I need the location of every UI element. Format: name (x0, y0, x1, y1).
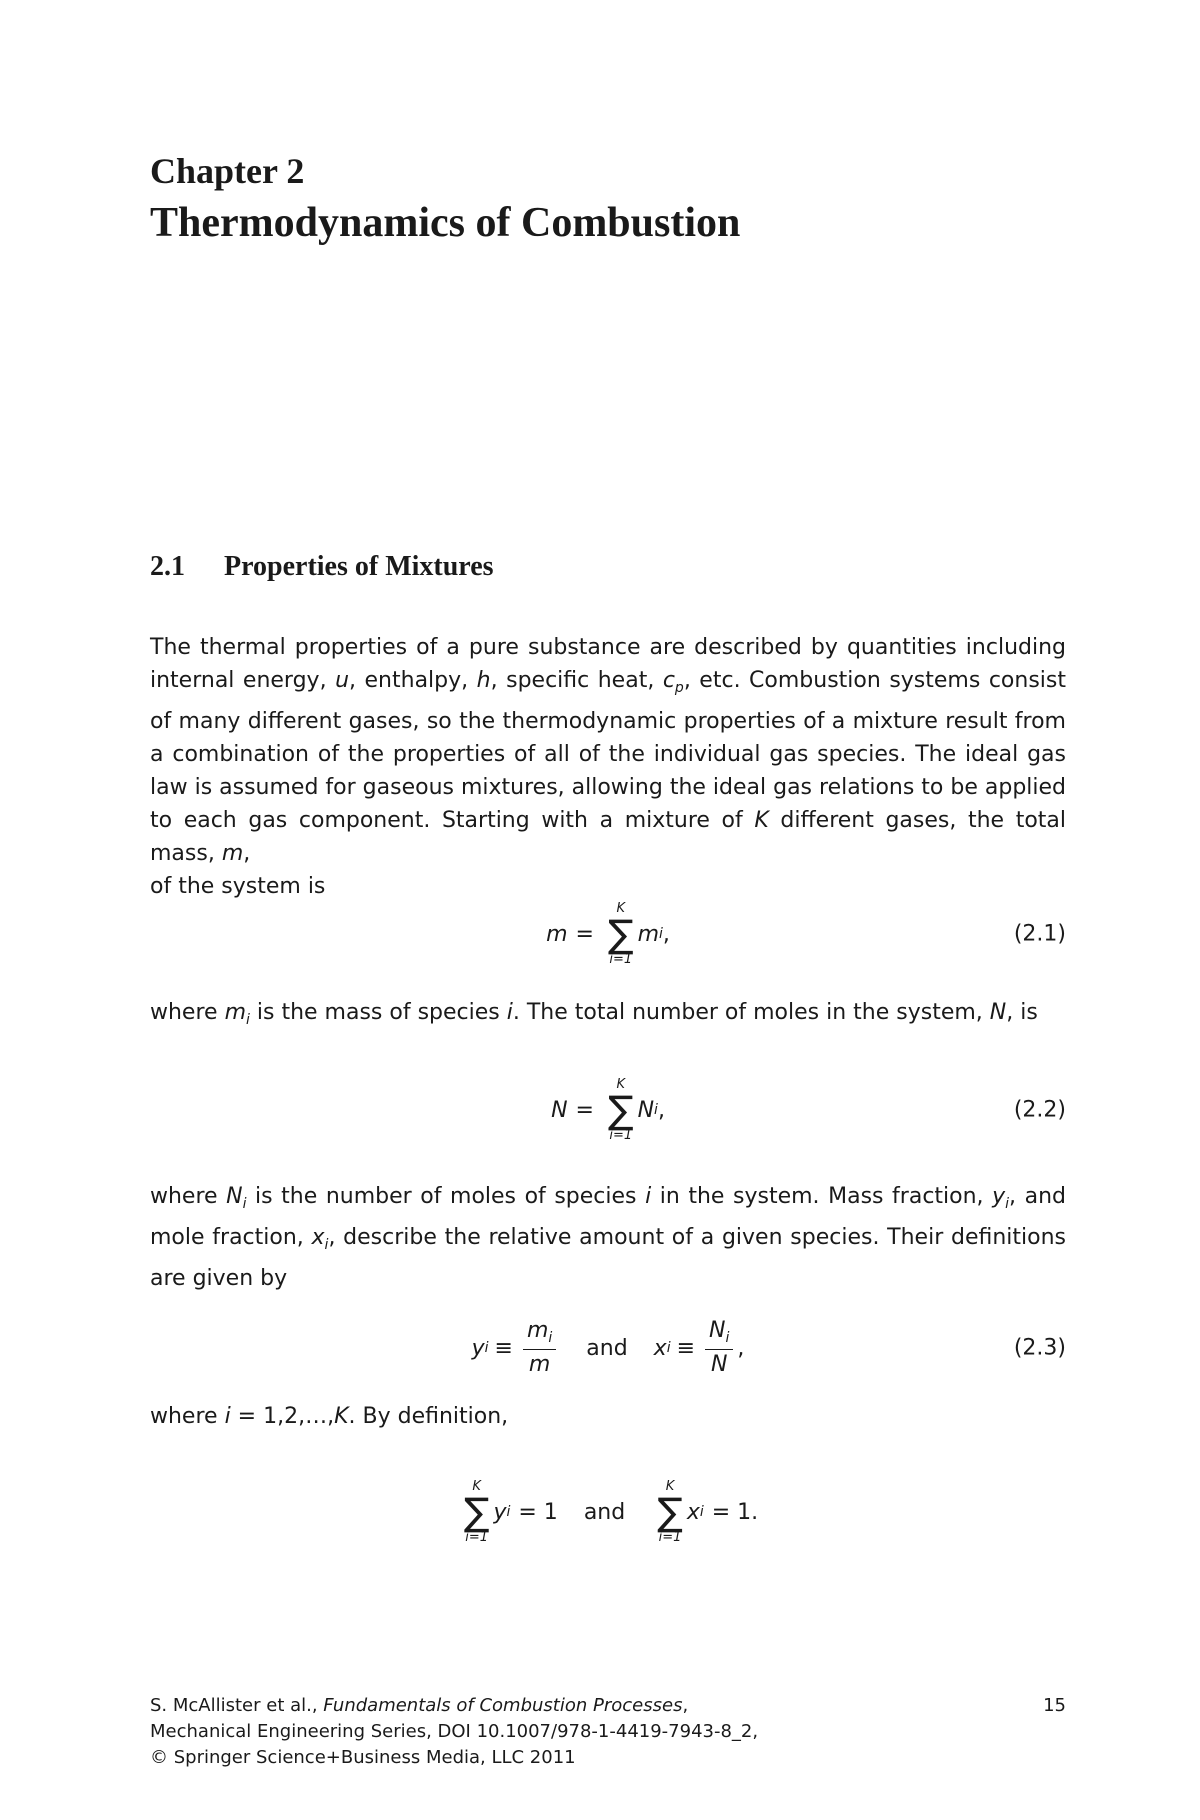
math-symbol: x (653, 1335, 667, 1361)
text-segment: is the mass of species (249, 1000, 507, 1025)
chapter-title: Thermodynamics of Combustion (150, 200, 741, 246)
math-symbol: K (754, 808, 769, 833)
fraction-mole (705, 1318, 733, 1378)
equation-number: (2.2) (1013, 1097, 1066, 1123)
math-symbol: h (476, 668, 491, 693)
sum-lower-limit: i=1 (609, 1128, 633, 1143)
math-subscript: i (324, 1237, 329, 1253)
text-segment: . By definition, (348, 1404, 509, 1429)
math-subscript: i (242, 1196, 247, 1212)
fraction-mass (523, 1318, 556, 1378)
page-number: 15 (1043, 1695, 1066, 1716)
math-symbol: x (686, 1499, 700, 1525)
text-segment: , describe the relative amount of a given species. Their definitions are given by (150, 1225, 1066, 1291)
math-symbol: c (662, 668, 675, 693)
text-segment: in the system. Mass fraction, (651, 1184, 993, 1209)
math-symbol: m (221, 841, 244, 866)
sigma-symbol: ∑ (607, 912, 634, 956)
equation-2-3 (150, 1298, 1066, 1398)
sum-upper-limit: K (472, 1479, 481, 1494)
fraction-numerator (523, 1318, 556, 1350)
section-number: 2.1 (150, 551, 185, 582)
math-subscript: i (484, 1340, 489, 1356)
equation-sum-identities (150, 1462, 1066, 1562)
text-segment: where (150, 1000, 225, 1025)
fraction-numerator (705, 1318, 733, 1350)
citation-footer (150, 1693, 1066, 1771)
math-symbol: i (506, 1000, 513, 1025)
math-symbol: u (335, 668, 350, 693)
text-segment: is the number of moles of species (246, 1184, 646, 1209)
sum-upper-limit: K (616, 1077, 626, 1092)
text-segment: of the system is (150, 874, 326, 899)
text-segment: , (243, 841, 251, 866)
sum-upper-limit: K (665, 1479, 675, 1494)
paragraph-definition (150, 1400, 1066, 1433)
footer-line-3: © Springer Science+Business Media, LLC 2011 (150, 1747, 576, 1768)
summation (608, 902, 634, 966)
math-subscript: i (246, 1012, 250, 1028)
punctuation: , (662, 921, 670, 947)
punctuation: , (682, 1695, 689, 1716)
math-subscript: i (1005, 1196, 1010, 1212)
footer-authors: S. McAllister et al., (150, 1695, 324, 1716)
text-segment: The thermal properties of a pure substance are described by quantities including internal energy, (150, 635, 1066, 693)
footer-line-1 (150, 1693, 1066, 1719)
chapter-label: Chapter 2 (150, 151, 305, 191)
equals-sign: = (575, 921, 594, 947)
sigma-symbol: ∑ (607, 1088, 634, 1132)
text-segment: where (150, 1184, 227, 1209)
math-subscript: i (659, 926, 663, 942)
equivalence-sign: ≡ (676, 1335, 696, 1361)
section-title: Properties of Mixtures (224, 551, 494, 582)
math-symbol: N (637, 1097, 655, 1123)
math-symbol: i (224, 1404, 231, 1429)
conjunction: and (583, 1499, 626, 1525)
paragraph-total-moles (150, 996, 1066, 1037)
math-symbol: m (224, 1000, 246, 1025)
math-symbol: m (546, 921, 568, 947)
math-symbol: N (989, 1000, 1007, 1025)
text-segment: where (150, 1404, 225, 1429)
sum-upper-limit: K (616, 901, 626, 916)
text-segment: , etc. Combustion systems consist of many different gases, so the thermodynamic properties of a mixture result from a combination of the properties of all of the individual gas species. The ideal gas law is assumed for gaseous mixtures, allowing the ideal gas relations to be applied to each gas component. Starting with a mixture of (150, 668, 1067, 833)
math-symbol: N (709, 1317, 726, 1343)
sum-lower-limit: i=1 (609, 952, 633, 967)
equation-number: (2.3) (1013, 1335, 1066, 1361)
math-subscript: p (674, 680, 684, 696)
math-symbol: y (493, 1499, 507, 1525)
math-symbol: y (992, 1184, 1006, 1209)
math-symbol: x (311, 1225, 325, 1250)
math-symbol: i (645, 1184, 652, 1209)
text-segment: . The total number of moles in the system, (512, 1000, 990, 1025)
math-symbol: m (526, 1317, 549, 1343)
math-subscript: i (654, 1102, 658, 1118)
sum-lower-limit: i=1 (658, 1530, 682, 1545)
text-segment: , and mole fraction, (150, 1184, 1066, 1250)
punctuation: , (737, 1335, 745, 1361)
math-symbol: m (637, 921, 660, 947)
text-segment: , specific heat, (490, 668, 663, 693)
text-segment: different gases, the total mass, (150, 808, 1067, 866)
math-subscript: i (725, 1329, 730, 1346)
summation (657, 1480, 683, 1544)
sigma-symbol: ∑ (463, 1490, 490, 1534)
section-heading (150, 550, 494, 584)
math-subscript: i (666, 1340, 671, 1356)
math-symbol: N (226, 1184, 243, 1209)
fraction-denominator: N (710, 1351, 728, 1377)
equivalence-sign: ≡ (494, 1335, 513, 1361)
text-segment: = 1,2,…, (230, 1404, 335, 1429)
paragraph-mixture-properties (150, 631, 1066, 903)
text-segment: , enthalpy, (349, 668, 477, 693)
math-subscript: i (699, 1504, 704, 1520)
equation-rhs: = 1 (518, 1499, 558, 1525)
paragraph-fractions (150, 1180, 1066, 1295)
text-segment: , is (1006, 1000, 1038, 1025)
math-symbol: y (471, 1335, 485, 1361)
fraction-denominator: m (528, 1351, 551, 1377)
math-symbol: K (334, 1404, 349, 1429)
equation-rhs: = 1. (711, 1499, 759, 1525)
footer-book-title: Fundamentals of Combustion Processes (323, 1695, 683, 1716)
punctuation: , (657, 1097, 665, 1123)
math-subscript: i (506, 1504, 511, 1520)
summation (464, 1480, 490, 1544)
summation (608, 1078, 634, 1142)
math-subscript: i (548, 1329, 553, 1346)
sigma-symbol: ∑ (657, 1490, 683, 1534)
equation-2-2 (150, 1060, 1066, 1160)
math-symbol: N (551, 1097, 568, 1123)
equation-number: (2.1) (1013, 921, 1066, 947)
sum-lower-limit: i=1 (465, 1530, 489, 1545)
conjunction: and (586, 1335, 628, 1361)
equation-2-1 (150, 884, 1066, 984)
footer-line-2: Mechanical Engineering Series, DOI 10.1007/978-1-4419-7943-8_2, (150, 1721, 759, 1742)
equals-sign: = (575, 1097, 594, 1123)
